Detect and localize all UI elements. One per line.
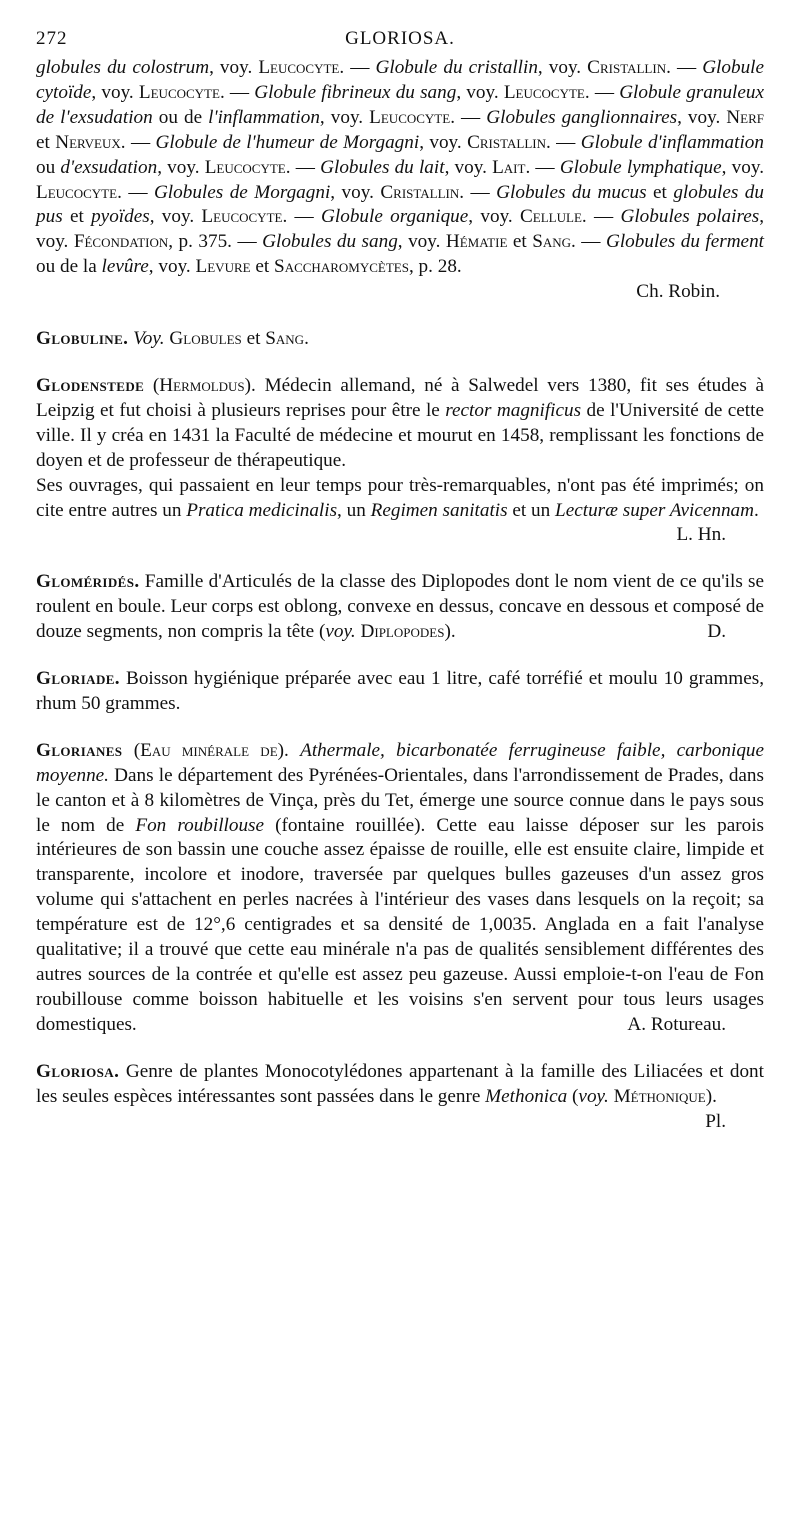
text-run: ou: [36, 156, 61, 178]
headword: Glodenstede: [36, 374, 145, 396]
headword: Gloriade.: [36, 668, 120, 690]
cross-reference: Leucocyte: [138, 81, 220, 103]
italic-term: Globules polaires: [620, 206, 760, 228]
italic-term: Fon roubillouse: [135, 814, 265, 836]
italic-term: Globule cytoïde: [36, 57, 765, 103]
cross-reference: Leucocyte: [204, 156, 286, 178]
entry-glomerides: [36, 570, 764, 645]
entry-glodenstede-signature: L. Hn.: [676, 524, 726, 546]
cross-reference: Méthonique: [613, 1085, 706, 1107]
italic-term: Regimen sanitatis: [370, 499, 508, 521]
text-run: . —: [450, 106, 487, 128]
text-run: . —: [571, 231, 606, 253]
italic-term: Globules du ferment: [605, 231, 764, 253]
text-run: , voy.: [419, 131, 468, 153]
entry-glodenstede-paragraph-1: [36, 374, 764, 474]
cross-reference: Sang: [532, 231, 572, 253]
text-run: .: [754, 499, 759, 521]
text-run: , voy.: [468, 206, 520, 228]
entry-glorianes-signature: A. Rotureau.: [627, 1013, 726, 1035]
cross-reference: Leucocyte: [201, 206, 283, 228]
text-run: de l'Université de cette ville. Il y créa en 1431 la Faculté de médecine et mourut en 1458, remplissant les fonctions de doyen et de professeur de thérapeutique.: [36, 399, 764, 471]
text-run: , voy.: [149, 206, 202, 228]
text-run: , voy.: [36, 206, 765, 253]
italic-term: Globule de l'humeur de Morgagni: [155, 131, 420, 153]
entry-glodenstede-paragraph-2: [36, 474, 764, 549]
cross-reference: Nerveux: [55, 131, 121, 153]
cross-reference: Fécondation: [73, 231, 169, 253]
italic-term: Globule organique: [321, 206, 469, 228]
cross-reference: Leucocyte: [36, 181, 118, 203]
italic-term: Globule du cristallin: [375, 57, 538, 78]
text-run: ).: [444, 621, 456, 643]
cross-reference: Hématie: [445, 231, 508, 253]
cross-reference: Nerf: [726, 106, 764, 128]
text-run: , voy.: [330, 181, 381, 203]
dictionary-page: [36, 26, 764, 1134]
entry-gloriade: [36, 667, 764, 717]
text-run: . —: [525, 156, 560, 178]
italic-term: voy.: [325, 621, 356, 643]
text-run: . —: [285, 156, 321, 178]
entry-globule-text: [36, 56, 764, 280]
cross-reference: Leucocyte: [258, 57, 340, 78]
cross-reference: Sang: [265, 328, 305, 350]
entry-globule: [36, 56, 764, 305]
entry-glomerides-signature: D.: [707, 621, 726, 643]
italic-term: Globules de Morgagni: [153, 181, 331, 203]
cross-reference: Eau minérale de: [140, 739, 278, 761]
text-run: et: [250, 256, 275, 278]
cross-reference: Cristallin: [587, 57, 667, 78]
italic-term: Globule fibrineux du sang: [254, 81, 457, 103]
italic-term: globules du pus: [36, 181, 764, 228]
text-run: , voy.: [397, 231, 446, 253]
text-run: , voy.: [319, 106, 370, 128]
text-run: ). Médecin allemand, né à Salwedel vers 1380, fit ses études à Leipzig et fut choisi à plusieurs reprises pour être le: [36, 374, 765, 421]
italic-term: l'inflammation: [208, 106, 320, 128]
text-run: , voy.: [91, 81, 139, 103]
text-run: ).: [705, 1085, 717, 1107]
entry-gloriade-text: [36, 667, 764, 717]
text-run: Dans le département des Pyrénées-Orientales, dans l'arrondissement de Prades, dans le canton et à 8 kilomètres de Vinça, près du Tet, émerge une source connue dans le pays sous le nom de: [36, 764, 764, 836]
text-run: .: [304, 328, 309, 350]
text-run: , voy.: [721, 156, 764, 178]
text-run: et: [62, 206, 92, 228]
text-run: , voy.: [157, 156, 205, 178]
cross-reference: Saccharomycètes: [274, 256, 409, 278]
text-run: (fontaine rouillée). Cette eau laisse déposer sur les parois intérieures de son bassin une couche assez épaisse de rouille, elle est ensuite claire, limpide et transparente, incolore et inodore, traversée par quelques bulles gazeuses d'un assez gros volume qui s'attachent en perles nacrées à l'intérieur des vases dans lesquels on la reçoit; sa température est de 12°,6 centigrades et sa densité de 1,0035. Anglada en a fait l'analyse qualitative; il a trouvé que cette eau minérale n'a pas de qualités sensiblement différentes des autres sources de la contrée et qu'elle est assez peu gazeuse. Aussi emploie-t-on l'eau de Fon roubillouse comme boisson habituelle et les voisins s'en servent pour tous leurs usages domestiques.: [36, 814, 764, 1035]
entry-glodenstede-paragraph-2-text: [36, 475, 764, 521]
entry-gloriosa-signature: Pl.: [705, 1110, 726, 1132]
italic-term: globules du colostrum: [36, 57, 210, 78]
text-run: . —: [581, 206, 621, 228]
text-run: Genre de plantes Monocotylédones appartenant à la famille des Liliacées et dont les seules espèces intéressantes sont passées dans le genre: [36, 1060, 764, 1107]
headword: Gloriosa.: [36, 1060, 120, 1082]
page-header: [36, 26, 764, 56]
text-run: et: [507, 231, 533, 253]
text-run: . —: [219, 81, 255, 103]
text-run: ou de: [152, 106, 209, 128]
text-run: (: [122, 739, 141, 761]
text-run: , voy.: [444, 156, 493, 178]
text-run: . —: [459, 181, 497, 203]
italic-term: Globule d'inflammation: [580, 131, 764, 153]
text-run: ).: [277, 739, 301, 761]
italic-term: Athermale, bicarbonatée ferrugineuse faible, carbonique moyenne.: [36, 739, 765, 786]
text-run: Ses ouvrages, qui passaient en leur temps pour très-remarquables, n'ont pas été imprimés; on cite entre autres un: [36, 474, 764, 521]
text-run: et: [646, 181, 674, 203]
cross-reference: Leucocyte: [503, 81, 585, 103]
cross-reference: Levure: [195, 256, 251, 278]
entry-globule-signature: Ch. Robin.: [636, 281, 720, 303]
text-run: . —: [584, 81, 620, 103]
italic-term: Globules ganglionnaires: [486, 106, 678, 128]
text-run: , un: [337, 499, 371, 521]
italic-term: Globule lymphatique: [559, 156, 722, 178]
entry-glorianes-text: [36, 740, 764, 1035]
cross-reference: Lait: [492, 156, 526, 178]
italic-term: levûre: [101, 256, 149, 278]
text-run: ou de la: [36, 256, 102, 278]
text-run: . —: [546, 131, 581, 153]
italic-term: Methonica: [485, 1085, 568, 1107]
cross-reference: Cristallin: [380, 181, 460, 203]
text-run: . —: [666, 57, 703, 78]
italic-term: Globules du lait: [320, 156, 445, 178]
text-run: , p. 28.: [408, 256, 462, 278]
text-run: Famille d'Articulés de la classe des Diplopodes dont le nom vient de ce qu'ils se roulent en boule. Leur corps est oblong, convexe en dessus, concave en dessous et composé de douze segments, non compris la tête (: [36, 571, 764, 643]
headword: Globuline.: [36, 328, 129, 350]
entry-glomerides-text: [36, 571, 764, 642]
entry-globuline-text: [36, 327, 764, 352]
italic-term: Globules du mucus: [496, 181, 647, 203]
text-run: (: [144, 374, 160, 396]
text-run: , voy.: [456, 81, 504, 103]
running-head: GLORIOSA.: [345, 28, 455, 49]
text-run: , voy.: [148, 256, 196, 278]
headword: Glorianes: [36, 739, 123, 761]
text-run: et un: [507, 499, 556, 521]
text-run: . —: [339, 57, 376, 78]
text-run: , voy.: [537, 57, 588, 78]
entry-glorianes: [36, 739, 764, 1038]
page-number: 272: [36, 28, 68, 49]
cross-reference: Globules: [169, 328, 242, 350]
cross-reference: Leucocyte: [369, 106, 451, 128]
italic-term: d'exsudation: [60, 156, 158, 178]
italic-term: Globule granuleux de l'exsudation: [36, 81, 764, 128]
italic-term: pyoïdes: [91, 206, 150, 228]
entry-glodenstede: [36, 374, 764, 548]
text-run: et: [241, 328, 266, 350]
italic-term: Globules du sang: [262, 231, 398, 253]
entry-globuline: [36, 327, 764, 352]
cross-reference: Cellule: [520, 206, 582, 228]
text-run: et: [36, 131, 56, 153]
italic-term: rector magnificus: [445, 399, 582, 421]
text-run: . —: [120, 131, 156, 153]
headword: Gloméridés.: [36, 571, 140, 593]
cross-reference: Cristallin: [467, 131, 546, 153]
text-run: . —: [117, 181, 154, 203]
cross-reference: Hermoldus: [159, 374, 245, 396]
entry-gloriosa: [36, 1060, 764, 1135]
text-run: , voy.: [209, 57, 259, 78]
text-run: . —: [282, 206, 322, 228]
entry-gloriosa-text: [36, 1061, 764, 1107]
text-run: , voy.: [677, 106, 727, 128]
italic-term: Lecturæ super Avicennam: [555, 499, 754, 521]
italic-term: voy.: [578, 1085, 609, 1107]
text-run: Boisson hygiénique préparée avec eau 1 litre, café torréfié et moulu 10 grammes, rhum 50 grammes.: [36, 668, 764, 714]
text-run: , p. 375. —: [168, 231, 263, 253]
text-run: (: [567, 1085, 579, 1107]
italic-term: Voy.: [133, 328, 165, 350]
cross-reference: Diplopodes: [360, 621, 445, 643]
italic-term: Pratica medicinalis: [186, 499, 338, 521]
